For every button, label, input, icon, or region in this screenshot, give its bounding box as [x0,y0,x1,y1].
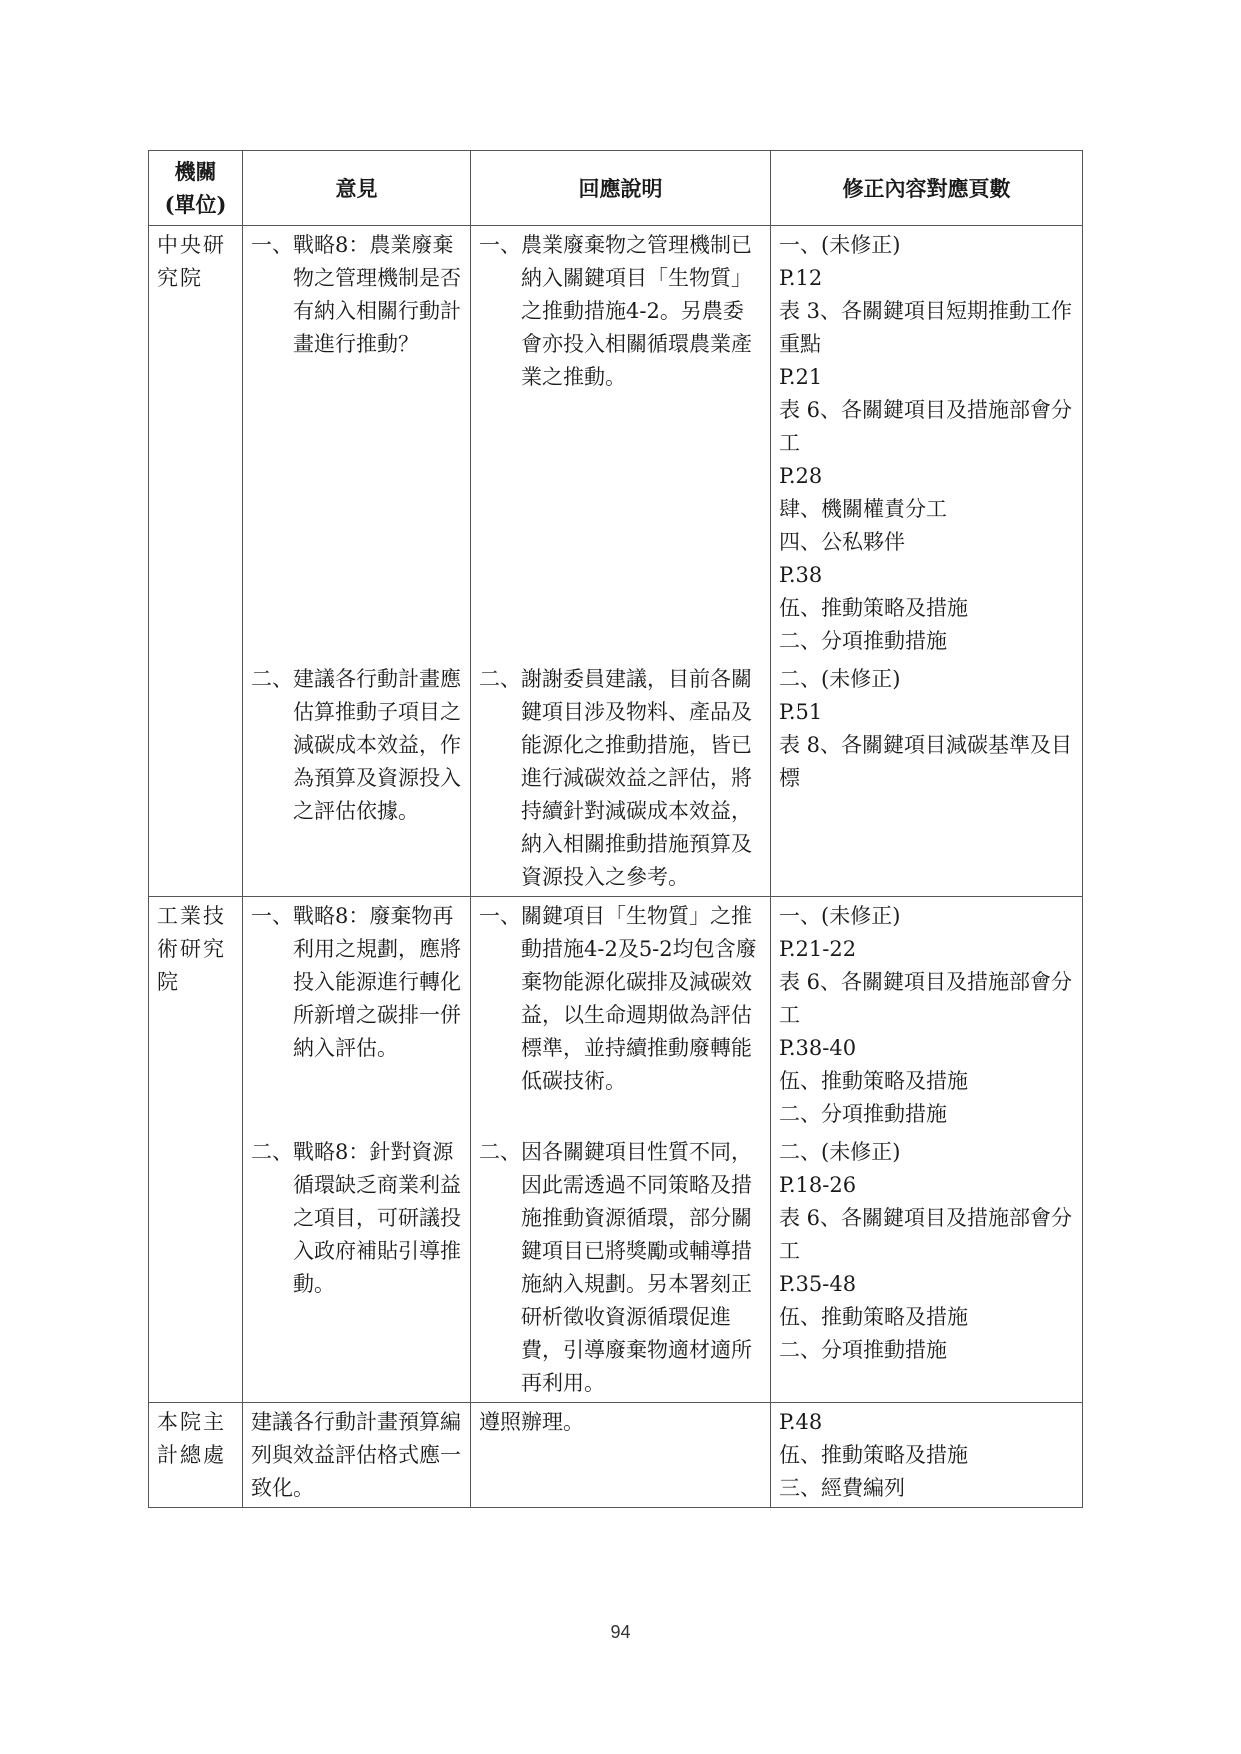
review-comment-table [148,150,1083,1508]
page-ref: 二、分項推動措施 [779,1338,947,1362]
page-ref: 二、分項推動措施 [779,629,947,653]
page-ref: 二、(未修正) [779,1140,901,1164]
header-response: 回應說明 [471,151,771,226]
response-text: 關鍵項目「生物質」之推動措施4-2及5-2均包含廢棄物能源化碳排及減碳效益，以生命週期做為評估標準，並持續推動廢轉能低碳技術。 [521,904,757,1093]
page-ref: 肆、機關權責分工 [779,497,947,521]
response-number: 一、 [479,233,521,257]
page-ref: 伍、推動策略及措施 [779,596,968,620]
response-text: 農業廢棄物之管理機制已納入關鍵項目「生物質」之推動措施4-2。另農委會亦投入相關循環農業產業之推動。 [521,233,752,389]
page-ref: P.18-26 [779,1173,857,1197]
page-ref: 表 6、各關鍵項目及措施部會分工 [779,970,1073,1027]
opinion-cell [243,660,471,897]
page-ref: P.21-22 [779,937,857,961]
response-cell [471,897,771,1134]
page-ref: 表 6、各關鍵項目及措施部會分工 [779,398,1073,455]
page-ref: 表 3、各關鍵項目短期推動工作重點 [779,299,1073,356]
opinion-text: 戰略8：針對資源循環缺乏商業利益之項目，可研議投入政府補貼引導推動。 [293,1140,461,1296]
response-number: 二、 [479,1140,521,1164]
table-row [149,897,1083,1134]
page-ref: P.48 [779,1410,823,1434]
opinion-text: 建議各行動計畫預算編列與效益評估格式應一致化。 [251,1410,461,1500]
revised-pages-cell [771,1403,1083,1508]
agency-cell: 工業技術研究院 [149,897,243,1403]
opinion-number: 一、 [251,904,293,928]
response-text: 因各關鍵項目性質不同，因此需透過不同策略及措施推動資源循環，部分關鍵項目已將獎勵或輔導措施納入規劃。另本署刻正研析徵收資源循環促進費，引導廢棄物適材適所再利用。 [521,1140,752,1395]
opinion-cell [243,226,471,661]
header-agency: 機關 (單位) [149,151,243,226]
page-ref: P.51 [779,700,823,724]
table-row [149,1133,1083,1403]
revised-pages-cell [771,660,1083,897]
page-ref: 四、公私夥伴 [779,530,905,554]
page-ref: 表 8、各關鍵項目減碳基準及目標 [779,733,1073,790]
agency-cell: 中央研究院 [149,226,243,897]
response-cell [471,660,771,897]
table-row [149,1403,1083,1508]
page-ref: P.35-48 [779,1272,857,1296]
page-ref: P.12 [779,266,823,290]
table-header-row [149,151,1083,226]
response-text: 謝謝委員建議，目前各關鍵項目涉及物料、產品及能源化之推動措施，皆已進行減碳效益之評估，將持續針對減碳成本效益，納入相關推動措施預算及資源投入之參考。 [521,667,752,889]
table-row [149,660,1083,897]
page-ref: P.38-40 [779,1036,857,1060]
opinion-cell [243,1133,471,1403]
header-opinion: 意見 [243,151,471,226]
page-ref: 伍、推動策略及措施 [779,1305,968,1329]
opinion-text: 建議各行動計畫應估算推動子項目之減碳成本效益，作為預算及資源投入之評估依據。 [293,667,461,823]
page-ref: P.21 [779,365,823,389]
opinion-number: 二、 [251,1140,293,1164]
page-ref: 一、(未修正) [779,233,901,257]
response-cell [471,1403,771,1508]
page-ref: 二、(未修正) [779,667,901,691]
header-revised-pages: 修正內容對應頁數 [771,151,1083,226]
page-ref: 二、分項推動措施 [779,1102,947,1126]
opinion-number: 一、 [251,233,293,257]
opinion-cell [243,897,471,1134]
table-row [149,226,1083,661]
page-ref: P.38 [779,563,823,587]
opinion-text: 戰略8：農業廢棄物之管理機制是否有納入相關行動計畫進行推動？ [293,233,461,356]
opinion-text: 戰略8：廢棄物再利用之規劃，應將投入能源進行轉化所新增之碳排一併納入評估。 [293,904,461,1060]
page-ref: 伍、推動策略及措施 [779,1443,968,1467]
opinion-cell [243,1403,471,1508]
revised-pages-cell [771,897,1083,1134]
agency-cell: 本院主計總處 [149,1403,243,1508]
opinion-number: 二、 [251,667,293,691]
revised-pages-cell [771,226,1083,661]
page-ref: 三、經費編列 [779,1476,905,1500]
page-ref: P.28 [779,464,823,488]
response-cell [471,226,771,661]
response-number: 一、 [479,904,521,928]
response-text: 遵照辦理。 [479,1410,584,1434]
response-number: 二、 [479,667,521,691]
response-cell [471,1133,771,1403]
page-ref: 伍、推動策略及措施 [779,1069,968,1093]
page-number: 94 [610,1622,631,1642]
page-ref: 表 6、各關鍵項目及措施部會分工 [779,1206,1073,1263]
revised-pages-cell [771,1133,1083,1403]
page-ref: 一、(未修正) [779,904,901,928]
